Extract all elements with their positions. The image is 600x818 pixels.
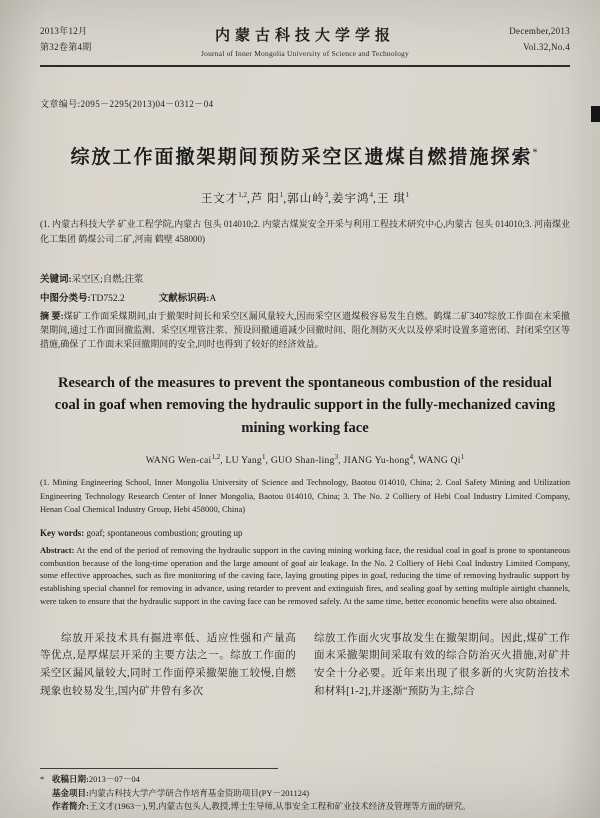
keywords-line-en [40, 528, 570, 538]
header-issue-block-en [452, 24, 570, 56]
body-columns [40, 630, 570, 701]
header-date-cn: 2013年12月 [40, 26, 88, 36]
affiliation-cn: (1. 内蒙古科技大学 矿业工程学院,内蒙古 包头 014010;2. 内蒙古煤炭安全开采与利用工程技术研究中心,内蒙古 包头 014010;3. 河南煤业化工集团 鹤煤公司二矿,河南 鹤壁 458000) [40, 219, 570, 244]
keywords-label-en: Key words: [40, 527, 85, 538]
keywords-value-cn: 采空区;自燃;注浆 [71, 274, 144, 285]
received-line [40, 773, 570, 786]
bio-label: 作者简介: [52, 800, 89, 811]
header-issue-block-cn [40, 24, 158, 56]
author-affiliation-sup: 3 [334, 453, 339, 462]
author-affiliation-sup: 4 [369, 191, 373, 200]
bio-line [40, 800, 570, 813]
author-affiliation-sup: 1,2 [238, 191, 247, 200]
affiliation-en: (1. Mining Engineering School, Inner Mongolia University of Science and Technology, Baotou 014010, China; 2. Coal Safety Mining and Utilization Engineering Technology Research Center of Inner Mongolia, Baotou 014010, China; 3. The No. 2 Colliery of Hebi Coal Industry Limited Company, Henan Coal Chemical Industry Group, Hebi 458000, China) [40, 477, 570, 514]
abstract-label-en: Abstract: [40, 544, 75, 555]
author-affiliation-sup: 1 [261, 453, 266, 462]
doc-code-value: A [209, 293, 217, 304]
title-footnote-marker: * [532, 147, 540, 159]
authors-en: WANG Wen-cai$^{1,2}$, LU Yang$^1$, GUO Shan-ling$^3$, JIANG Yu-hong$^4$, WANG Qi$^1$ [145, 453, 465, 467]
abstract-cn [40, 310, 570, 352]
abstract-text-cn: 煤矿工作面采煤期间,由于撤架时间长和采空区漏风量较大,因而采空区遗煤极容易发生自燃。鹤煤二矿3407综放工作面在末采撤架期间,通过工作面回撤监测、采空区埋管注浆、预设回撤通道减少回撤时间、阻化剂防灭火以及停采时设置多道密闭、封闭采空区等措施,确保了工作面末采回撤期间的安全,同时也得到了较好的经济效益。 [40, 310, 570, 349]
journal-title-en: Journal of Inner Mongolia University of Science and Technology [201, 49, 409, 58]
keywords-label-cn: 关键词: [40, 274, 72, 285]
footnote-marker: * [40, 774, 45, 785]
header-divider [40, 65, 570, 67]
bio-value: 王文才(1963－),男,内蒙古包头人,教授,博士生导师,从事安全工程和矿业技术经济及管理等方面的研究。 [88, 800, 471, 811]
keywords-value-en: goaf; spontaneous combustion; grouting up [86, 527, 243, 538]
author-affiliation-sup: 3 [324, 191, 329, 200]
fund-line [40, 787, 570, 800]
author-affiliation-sup: 1,2 [211, 453, 221, 462]
journal-header [40, 24, 570, 58]
fund-value: 内蒙古科技大学产学研合作培育基金资助项目(PY－201124) [88, 787, 310, 798]
received-value: 2013－07－04 [88, 774, 140, 785]
abstract-text-en: At the end of the period of removing the hydraulic support in the caving mining working face, the residual coal in goaf is prone to spontaneous combustion because of the long-time operation and the large amount of goaf air leakage. In the No. 2 Colliery of Hebi Coal Industry Limited Company, some effective approaches, such as fire monitoring of the caving face, laying grouting pipes in goaf, reducing the time of removing hydraulic support by establishing special channel for removing in advance, using retarder to prevent and extinguish fires, and sealing goaf by setting multiple airtight channels, were taken to ensure that the hydraulic support in the caving face can be removed safely. At the same time, better economic benefits were also obtained. [40, 544, 571, 606]
received-label: 收稿日期: [52, 774, 89, 785]
body-column-right: 综放工作面火灾事故发生在撤架期间。因此,煤矿工作面末采撤架期间采取有效的综合防治灭火措施,对矿井安全十分必要。近年来出现了很多新的火灾防治技术和材料[1-2],并逐渐“预防为主,综合 [314, 632, 570, 698]
author-affiliation-sup: 1 [460, 453, 465, 462]
meta-block [40, 271, 570, 352]
author-affiliation-sup: 1 [405, 191, 410, 200]
footnote-divider [40, 768, 278, 769]
body-column-left: 综放开采技术具有掘进率低、适应性强和产量高等优点,是厚煤层开采的主要方法之一。综放工作面的采空区漏风量较大,同时工作面停采撤架施工较慢,自燃现象也较易发生,国内矿井曾有多次 [40, 632, 296, 698]
header-date-en: December,2013 [509, 26, 570, 36]
margin-mark [591, 106, 600, 122]
title-en: Research of the measures to prevent the spontaneous combustion of the residual coal in goaf when removing the hydraulic support in the fully-mechanized caving mining working face [54, 374, 556, 437]
abstract-label-cn: 摘 要: [40, 310, 64, 321]
title-cn [40, 142, 570, 169]
header-volume-cn: 第32卷第4期 [40, 41, 92, 52]
journal-title-cn: 内蒙古科技大学学报 [214, 28, 395, 44]
abstract-en [40, 544, 570, 608]
keywords-line-cn [40, 271, 570, 285]
title-cn-text: 综放工作面撤架期间预防采空区遗煤自燃措施探索 [70, 147, 533, 168]
journal-title-block [158, 24, 452, 58]
author-affiliation-sup: 1 [279, 191, 284, 200]
clc-value: TD752.2 [90, 293, 125, 304]
article-number: 文章编号:2095－2295(2013)04－0312－04 [40, 99, 214, 109]
fund-label: 基金项目: [52, 787, 89, 798]
clc-line [40, 290, 570, 304]
author-affiliation-sup: 4 [409, 453, 414, 462]
doc-code-label: 文献标识码: [158, 293, 210, 304]
authors-cn: 王文才$^{1,2}$,芦 阳$^1$,郭山岭$^3$,姜宇鸿$^4$,王 琪$^1$ [200, 191, 410, 205]
clc-label: 中图分类号: [40, 293, 91, 304]
footnotes [40, 768, 570, 813]
header-volume-en: Vol.32,No.4 [523, 41, 570, 52]
